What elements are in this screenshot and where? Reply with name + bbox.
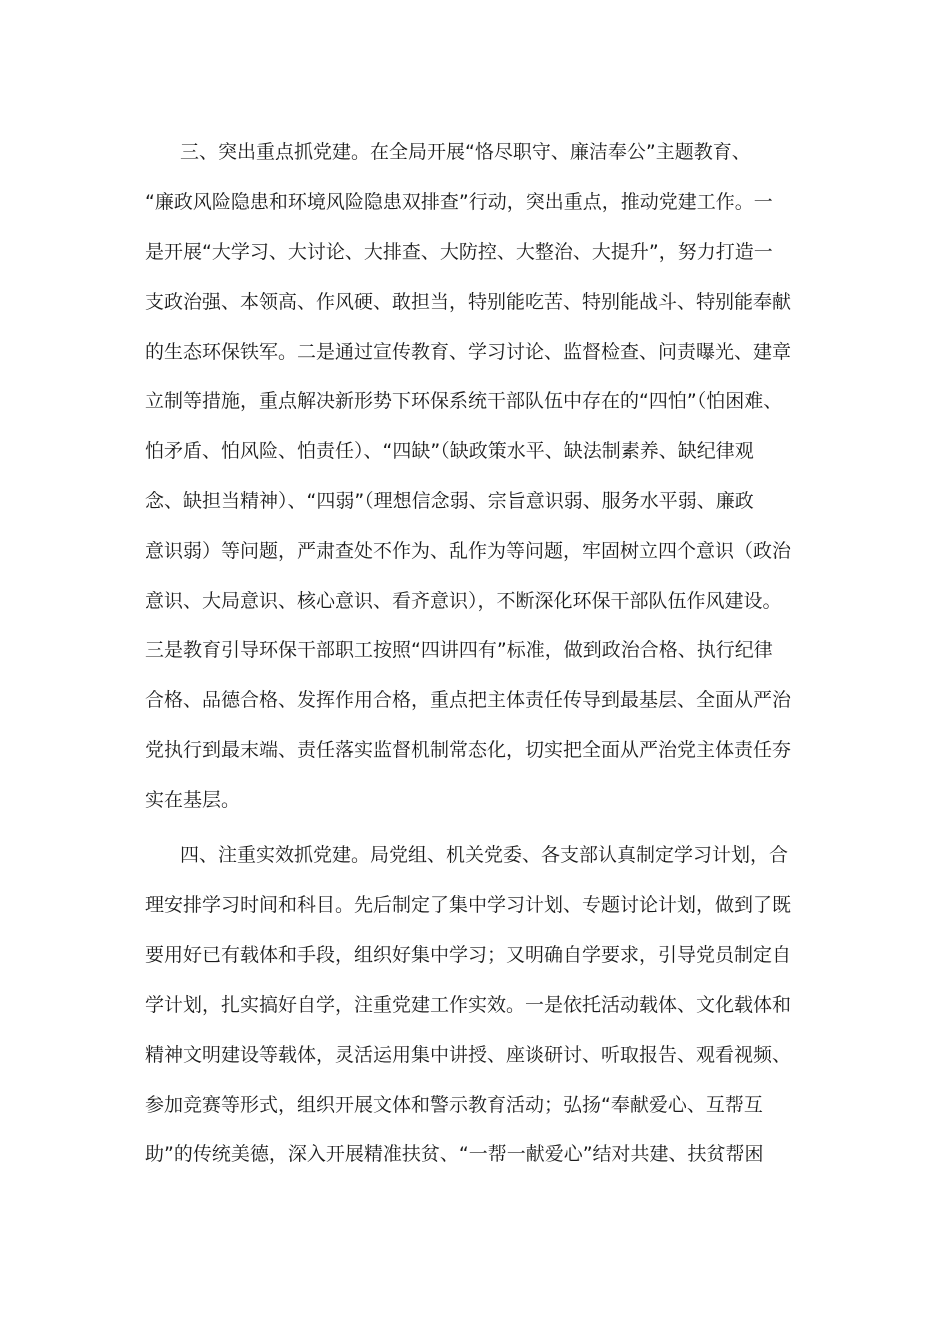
paragraph-4-line-4: 学计划，扎实搞好自学，注重党建工作实效。一是依托活动载体、文化载体和 <box>145 994 792 1016</box>
paragraph-4-line-2: 理安排学习时间和科目。先后制定了集中学习计划、专题讨论计划，做到了既 <box>145 894 792 916</box>
paragraph-3-line-3: 是开展“大学习、大讨论、大排查、大防控、大整治、大提升”，努力打造一 <box>145 241 773 263</box>
paragraph-3-line-7: 怕矛盾、怕风险、怕责任）、“四缺”（缺政策水平、缺法制素养、缺纪律观 <box>145 440 754 462</box>
paragraph-3-line-13: 党执行到最末端、责任落实监督机制常态化，切实把全面从严治党主体责任夯 <box>145 739 792 761</box>
paragraph-4-line-7: 助”的传统美德，深入开展精准扶贫、“一帮一献爱心”结对共建、扶贫帮困 <box>145 1143 764 1165</box>
paragraph-3-line-4: 支政治强、本领高、作风硬、敢担当，特别能吃苦、特别能战斗、特别能奉献 <box>145 291 792 313</box>
paragraph-3-line-14: 实在基层。 <box>145 789 241 811</box>
paragraph-3-line-10: 意识、大局意识、核心意识、看齐意识），不断深化环保干部队伍作风建设。 <box>145 590 782 612</box>
paragraph-4-line-3: 要用好已有载体和手段，组织好集中学习；又明确自学要求，引导党员制定自 <box>145 944 792 966</box>
paragraph-3-line-1: 三、突出重点抓党建。在全局开展“恪尽职守、廉洁奉公”主题教育、 <box>180 141 751 163</box>
paragraph-3-line-2: “廉政风险隐患和环境风险隐患双排查”行动，突出重点，推动党建工作。一 <box>145 191 773 213</box>
paragraph-4-line-6: 参加竞赛等形式，组织开展文体和警示教育活动；弘扬“奉献爱心、互帮互 <box>145 1094 763 1116</box>
paragraph-3-line-5: 的生态环保铁军。二是通过宣传教育、学习讨论、监督检查、问责曝光、建章 <box>145 341 792 363</box>
paragraph-4-line-5: 精神文明建设等载体，灵活运用集中讲授、座谈研讨、听取报告、观看视频、 <box>145 1044 792 1066</box>
paragraph-3-line-12: 合格、品德合格、发挥作用合格，重点把主体责任传导到最基层、全面从严治 <box>145 689 792 711</box>
paragraph-3-line-9: 意识弱）等问题，严肃查处不作为、乱作为等问题，牢固树立四个意识（政治 <box>145 540 792 562</box>
paragraph-3-line-11: 三是教育引导环保干部职工按照“四讲四有”标准，做到政治合格、执行纪律 <box>145 639 773 661</box>
paragraph-3-line-8: 念、缺担当精神）、“四弱”（理想信念弱、宗旨意识弱、服务水平弱、廉政 <box>145 490 754 512</box>
paragraph-4-line-1: 四、注重实效抓党建。局党组、机关党委、各支部认真制定学习计划，合 <box>180 844 789 866</box>
paragraph-3-line-6: 立制等措施，重点解决新形势下环保系统干部队伍中存在的“四怕”（怕困难、 <box>145 390 783 412</box>
